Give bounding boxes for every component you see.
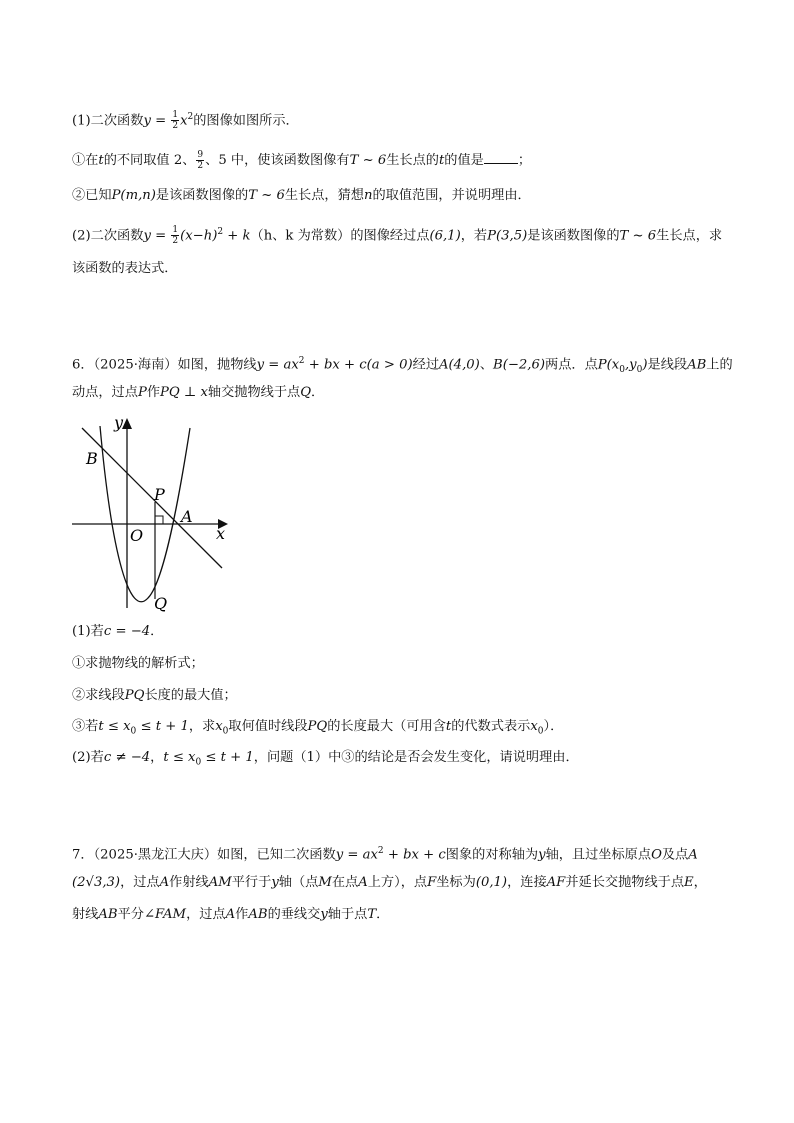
text: 是该函数图像的 bbox=[155, 188, 249, 203]
text: 6．（2025·海南）如图，抛物线 bbox=[72, 357, 257, 373]
math: + k bbox=[223, 228, 251, 244]
math: PQ bbox=[124, 688, 145, 703]
math: F bbox=[427, 875, 437, 890]
text: 在点 bbox=[331, 875, 359, 890]
text: ， bbox=[693, 875, 707, 890]
text: ， bbox=[150, 750, 164, 765]
text: 轴于点 bbox=[327, 907, 368, 922]
math: P(x bbox=[597, 357, 620, 373]
text: ． bbox=[376, 907, 390, 922]
label-q: Q bbox=[154, 594, 168, 613]
math: A bbox=[688, 847, 698, 863]
text: ，过点 bbox=[120, 875, 160, 890]
frac-num: 9 bbox=[197, 150, 204, 160]
text: 的长度最大（可用含 bbox=[327, 719, 446, 734]
text: ． bbox=[311, 385, 325, 400]
frac-num: 1 bbox=[172, 110, 179, 121]
text: 的垂线交 bbox=[267, 907, 321, 922]
text: 作 bbox=[146, 385, 160, 400]
math: AB bbox=[98, 907, 118, 922]
text: 经过 bbox=[412, 357, 440, 373]
fraction bbox=[171, 110, 179, 131]
text: 的图像如图所示． bbox=[193, 113, 299, 129]
text: (2)若 bbox=[72, 750, 104, 765]
fraction bbox=[196, 150, 204, 171]
math: PQ bbox=[307, 719, 328, 734]
label-y: y bbox=[114, 413, 124, 432]
q7-header-line2 bbox=[72, 874, 707, 892]
text: 图象的对称轴为 bbox=[445, 847, 539, 863]
math: x bbox=[215, 719, 223, 734]
text: (1)二次函数 bbox=[72, 113, 144, 129]
math: c = −4 bbox=[103, 624, 151, 639]
q6-header-line1 bbox=[72, 352, 733, 379]
q5-part2-line2 bbox=[72, 260, 178, 278]
math: O bbox=[651, 847, 662, 863]
math: A(4,0) bbox=[439, 357, 480, 373]
q6-part1-sub3 bbox=[72, 718, 563, 741]
subscript: 0 bbox=[195, 757, 202, 768]
text: 生长点，猜想 bbox=[284, 188, 364, 203]
text: ． bbox=[150, 624, 164, 639]
math: ) bbox=[642, 357, 648, 373]
text: ，问题（1）中③的结论是否会发生变化，请说明理由． bbox=[253, 750, 579, 765]
q6-part2 bbox=[72, 749, 579, 772]
math: AF bbox=[546, 875, 566, 890]
math: T ~ 6 bbox=[349, 153, 387, 168]
y-axis-arrow bbox=[122, 418, 132, 429]
text: ①求抛物线的解析式； bbox=[72, 656, 204, 671]
fraction bbox=[171, 225, 179, 246]
math: M bbox=[318, 875, 332, 890]
q6-figure bbox=[60, 408, 240, 618]
text: ②已知 bbox=[72, 188, 112, 203]
text: (2)二次函数 bbox=[72, 228, 144, 244]
math: ,y bbox=[624, 357, 637, 373]
math: A bbox=[358, 875, 368, 890]
text: 轴，且过坐标原点 bbox=[545, 847, 652, 863]
math: B(−2,6) bbox=[493, 357, 546, 373]
q5-part1-sub1 bbox=[72, 150, 531, 171]
math: PQ ⊥ x bbox=[160, 385, 208, 400]
subscript: 0 bbox=[619, 365, 625, 376]
text: ）． bbox=[543, 719, 564, 734]
text: （h、k 为常数）的图像经过点 bbox=[250, 228, 430, 244]
q5-part1-sub2 bbox=[72, 187, 531, 205]
text: 、5 中，使该函数图像有 bbox=[205, 153, 350, 168]
frac-den: 2 bbox=[172, 121, 179, 132]
exponent: 2 bbox=[298, 356, 305, 366]
text: 生长点，求 bbox=[656, 228, 723, 244]
text: ； bbox=[517, 153, 532, 168]
math: P bbox=[137, 385, 147, 400]
math: ∠FAM bbox=[143, 907, 187, 922]
math: y bbox=[320, 907, 328, 922]
right-angle-mark bbox=[155, 516, 163, 524]
math: c ≠ −4 bbox=[103, 750, 151, 765]
math: t bbox=[98, 153, 104, 168]
math: E bbox=[684, 875, 694, 890]
math: t bbox=[438, 153, 445, 168]
text: 轴交抛物线于点 bbox=[207, 385, 301, 400]
math: ≤ t + 1 bbox=[136, 719, 189, 734]
q6-header-line2 bbox=[72, 384, 324, 402]
math: P(3,5) bbox=[487, 228, 528, 244]
frac-den: 2 bbox=[172, 236, 179, 247]
subscript: 0 bbox=[537, 726, 544, 737]
q5-part1-intro bbox=[72, 108, 299, 131]
math: A bbox=[225, 907, 236, 922]
text: 、 bbox=[479, 357, 493, 373]
math: y = bbox=[143, 228, 171, 244]
text: 长度的最大值； bbox=[144, 688, 237, 703]
math: AM bbox=[208, 875, 232, 890]
text: 平分 bbox=[117, 907, 144, 922]
math: y = ax bbox=[256, 357, 299, 373]
text: 7．（2025·黑龙江大庆）如图，已知二次函数 bbox=[72, 847, 336, 863]
text: 上的 bbox=[706, 357, 733, 373]
math: y bbox=[538, 847, 546, 863]
q6-part1-sub1 bbox=[72, 655, 204, 673]
line-ab bbox=[82, 428, 222, 568]
math: ≤ t + 1 bbox=[201, 750, 254, 765]
text: 的值是 bbox=[444, 153, 484, 168]
text: 动点，过点 bbox=[72, 385, 138, 400]
text: ，求 bbox=[188, 719, 216, 734]
math: + bx + c bbox=[383, 847, 446, 863]
text: 的不同取值 2、 bbox=[103, 153, 196, 168]
math: t ≤ x bbox=[98, 719, 131, 734]
math: y bbox=[271, 875, 279, 890]
label-o: O bbox=[130, 526, 144, 545]
q5-part2-line1 bbox=[72, 223, 722, 246]
math: A bbox=[159, 875, 170, 890]
math: x bbox=[180, 113, 188, 129]
text: ②求线段 bbox=[72, 688, 125, 703]
label-x: x bbox=[216, 524, 226, 543]
q6-part1 bbox=[72, 623, 163, 641]
label-a: A bbox=[181, 507, 193, 526]
text: ①在 bbox=[72, 153, 99, 168]
answer-blank bbox=[484, 151, 518, 164]
text: 是该函数图像的 bbox=[527, 228, 620, 244]
text: 该函数的表达式． bbox=[72, 261, 178, 276]
math: AB bbox=[248, 907, 268, 922]
q7-header-line3 bbox=[72, 906, 389, 924]
text: 作 bbox=[235, 907, 249, 922]
text: 的代数式表示 bbox=[451, 719, 531, 734]
text: 轴（点 bbox=[278, 875, 319, 890]
math: + bx + c(a > 0) bbox=[304, 357, 413, 373]
text: 是线段 bbox=[647, 357, 688, 373]
exponent: 2 bbox=[187, 112, 194, 122]
text: 作射线 bbox=[169, 875, 209, 890]
math: (6,1) bbox=[429, 228, 461, 244]
math: y = bbox=[143, 113, 171, 129]
text: 射线 bbox=[72, 907, 99, 922]
text: (1)若 bbox=[72, 624, 104, 639]
exponent: 2 bbox=[217, 227, 224, 237]
text: 坐标为 bbox=[436, 875, 476, 890]
math: T ~ 6 bbox=[619, 228, 657, 244]
math: t bbox=[445, 719, 452, 734]
text: 并延长交抛物线于点 bbox=[565, 875, 685, 890]
text: 及点 bbox=[661, 847, 689, 863]
text: 两点．点 bbox=[545, 357, 598, 373]
q6-part1-sub2 bbox=[72, 687, 237, 705]
math: T bbox=[367, 907, 377, 922]
math: (0,1) bbox=[475, 875, 508, 890]
text: ，若 bbox=[460, 228, 488, 244]
subscript: 0 bbox=[636, 365, 643, 376]
text: 的取值范围，并说明理由． bbox=[372, 188, 531, 203]
math: n bbox=[363, 188, 373, 203]
subscript: 0 bbox=[222, 726, 229, 737]
text: 取何值时线段 bbox=[228, 719, 308, 734]
math: (x−h) bbox=[180, 228, 218, 244]
math: T ~ 6 bbox=[248, 188, 285, 203]
text: ③若 bbox=[72, 719, 99, 734]
math: x bbox=[530, 719, 538, 734]
exponent: 2 bbox=[377, 846, 384, 856]
label-p: P bbox=[154, 485, 165, 504]
text: 上方），点 bbox=[367, 875, 428, 890]
math: AB bbox=[687, 357, 707, 373]
text: 平行于 bbox=[231, 875, 272, 890]
text: 生长点的 bbox=[386, 153, 439, 168]
label-b: B bbox=[86, 449, 98, 468]
text: ，连接 bbox=[507, 875, 547, 890]
math: y = ax bbox=[335, 847, 378, 863]
text: ，过点 bbox=[186, 907, 226, 922]
frac-num: 1 bbox=[172, 225, 179, 236]
subscript: 0 bbox=[130, 726, 137, 737]
math: (2√3,3) bbox=[72, 875, 121, 890]
math: Q bbox=[300, 385, 312, 400]
parabola-curve bbox=[100, 426, 190, 602]
frac-den: 2 bbox=[197, 161, 204, 171]
math: t ≤ x bbox=[163, 750, 196, 765]
math: P(m,n) bbox=[111, 188, 156, 203]
q7-header-line1 bbox=[72, 842, 698, 864]
